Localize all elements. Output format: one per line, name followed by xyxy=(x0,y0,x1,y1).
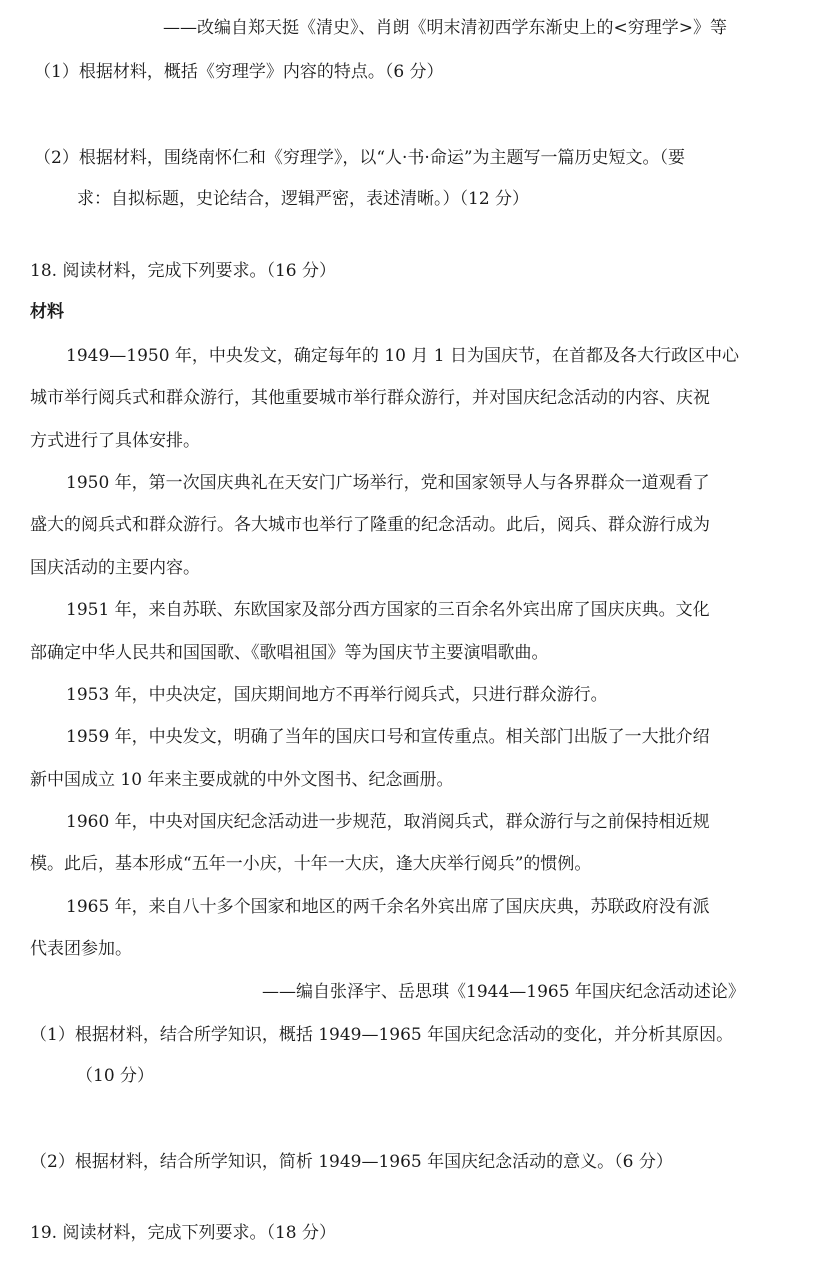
q18-heading: 18. 阅读材料，完成下列要求。（16 分） xyxy=(30,261,336,281)
material-p2-line3: 国庆活动的主要内容。 xyxy=(30,558,200,578)
material-p5-line2: 新中国成立 10 年来主要成就的中外文图书、纪念画册。 xyxy=(30,770,454,790)
q18-sub1-line2: （10 分） xyxy=(76,1066,155,1086)
q17-sub2-line1: （2）根据材料，围绕南怀仁和《穷理学》，以“人·书·命运”为主题写一篇历史短文。（要 xyxy=(34,148,686,168)
material-p5-line1: 1959 年，中央发文，明确了当年的国庆口号和宣传重点。相关部门出版了一大批介绍 xyxy=(66,727,710,747)
material-p1-line2: 城市举行阅兵式和群众游行，其他重要城市举行群众游行，并对国庆纪念活动的内容、庆祝 xyxy=(30,388,710,408)
q17-sub1: （1）根据材料，概括《穷理学》内容的特点。（6 分） xyxy=(34,62,444,82)
q18-sub2: （2）根据材料，结合所学知识，简析 1949—1965 年国庆纪念活动的意义。（6 分） xyxy=(30,1152,673,1172)
q17-sub2-line2: 求：自拟标题，史论结合，逻辑严密，表述清晰。）（12 分） xyxy=(77,189,530,209)
material-p4-line1: 1953 年，中央决定，国庆期间地方不再举行阅兵式，只进行群众游行。 xyxy=(66,685,608,705)
material-p3-line2: 部确定中华人民共和国国歌、《歌唱祖国》等为国庆节主要演唱歌曲。 xyxy=(30,643,549,663)
material-p2-line2: 盛大的阅兵式和群众游行。各大城市也举行了隆重的纪念活动。此后，阅兵、群众游行成为 xyxy=(30,515,710,535)
source-citation-18: ——编自张泽宇、岳思琪《1944—1965 年国庆纪念活动述论》 xyxy=(262,982,745,1002)
material-p6-line1: 1960 年，中央对国庆纪念活动进一步规范，取消阅兵式，群众游行与之前保持相近规 xyxy=(66,812,710,832)
material-p3-line1: 1951 年，来自苏联、东欧国家及部分西方国家的三百余名外宾出席了国庆庆典。文化 xyxy=(66,600,710,620)
source-citation-17: ——改编自郑天挺《清史》、肖朗《明末清初西学东渐史上的<穷理学>》等 xyxy=(163,18,727,38)
material-p6-line2: 模。此后，基本形成“五年一小庆，十年一大庆，逢大庆举行阅兵”的惯例。 xyxy=(30,854,592,874)
material-p7-line1: 1965 年，来自八十多个国家和地区的两千余名外宾出席了国庆庆典，苏联政府没有派 xyxy=(66,897,710,917)
material-p2-line1: 1950 年，第一次国庆典礼在天安门广场举行，党和国家领导人与各界群众一道观看了 xyxy=(66,473,710,493)
material-p1-line1: 1949—1950 年，中央发文，确定每年的 10 月 1 日为国庆节，在首都及各大行政区中心 xyxy=(66,346,739,366)
material-label: 材料 xyxy=(30,302,64,322)
q18-sub1-line1: （1）根据材料，结合所学知识，概括 1949—1965 年国庆纪念活动的变化，并分析其原因。 xyxy=(30,1025,734,1045)
material-p7-line2: 代表团参加。 xyxy=(30,939,132,959)
q19-heading: 19. 阅读材料，完成下列要求。（18 分） xyxy=(30,1223,336,1243)
material-p1-line3: 方式进行了具体安排。 xyxy=(30,431,200,451)
